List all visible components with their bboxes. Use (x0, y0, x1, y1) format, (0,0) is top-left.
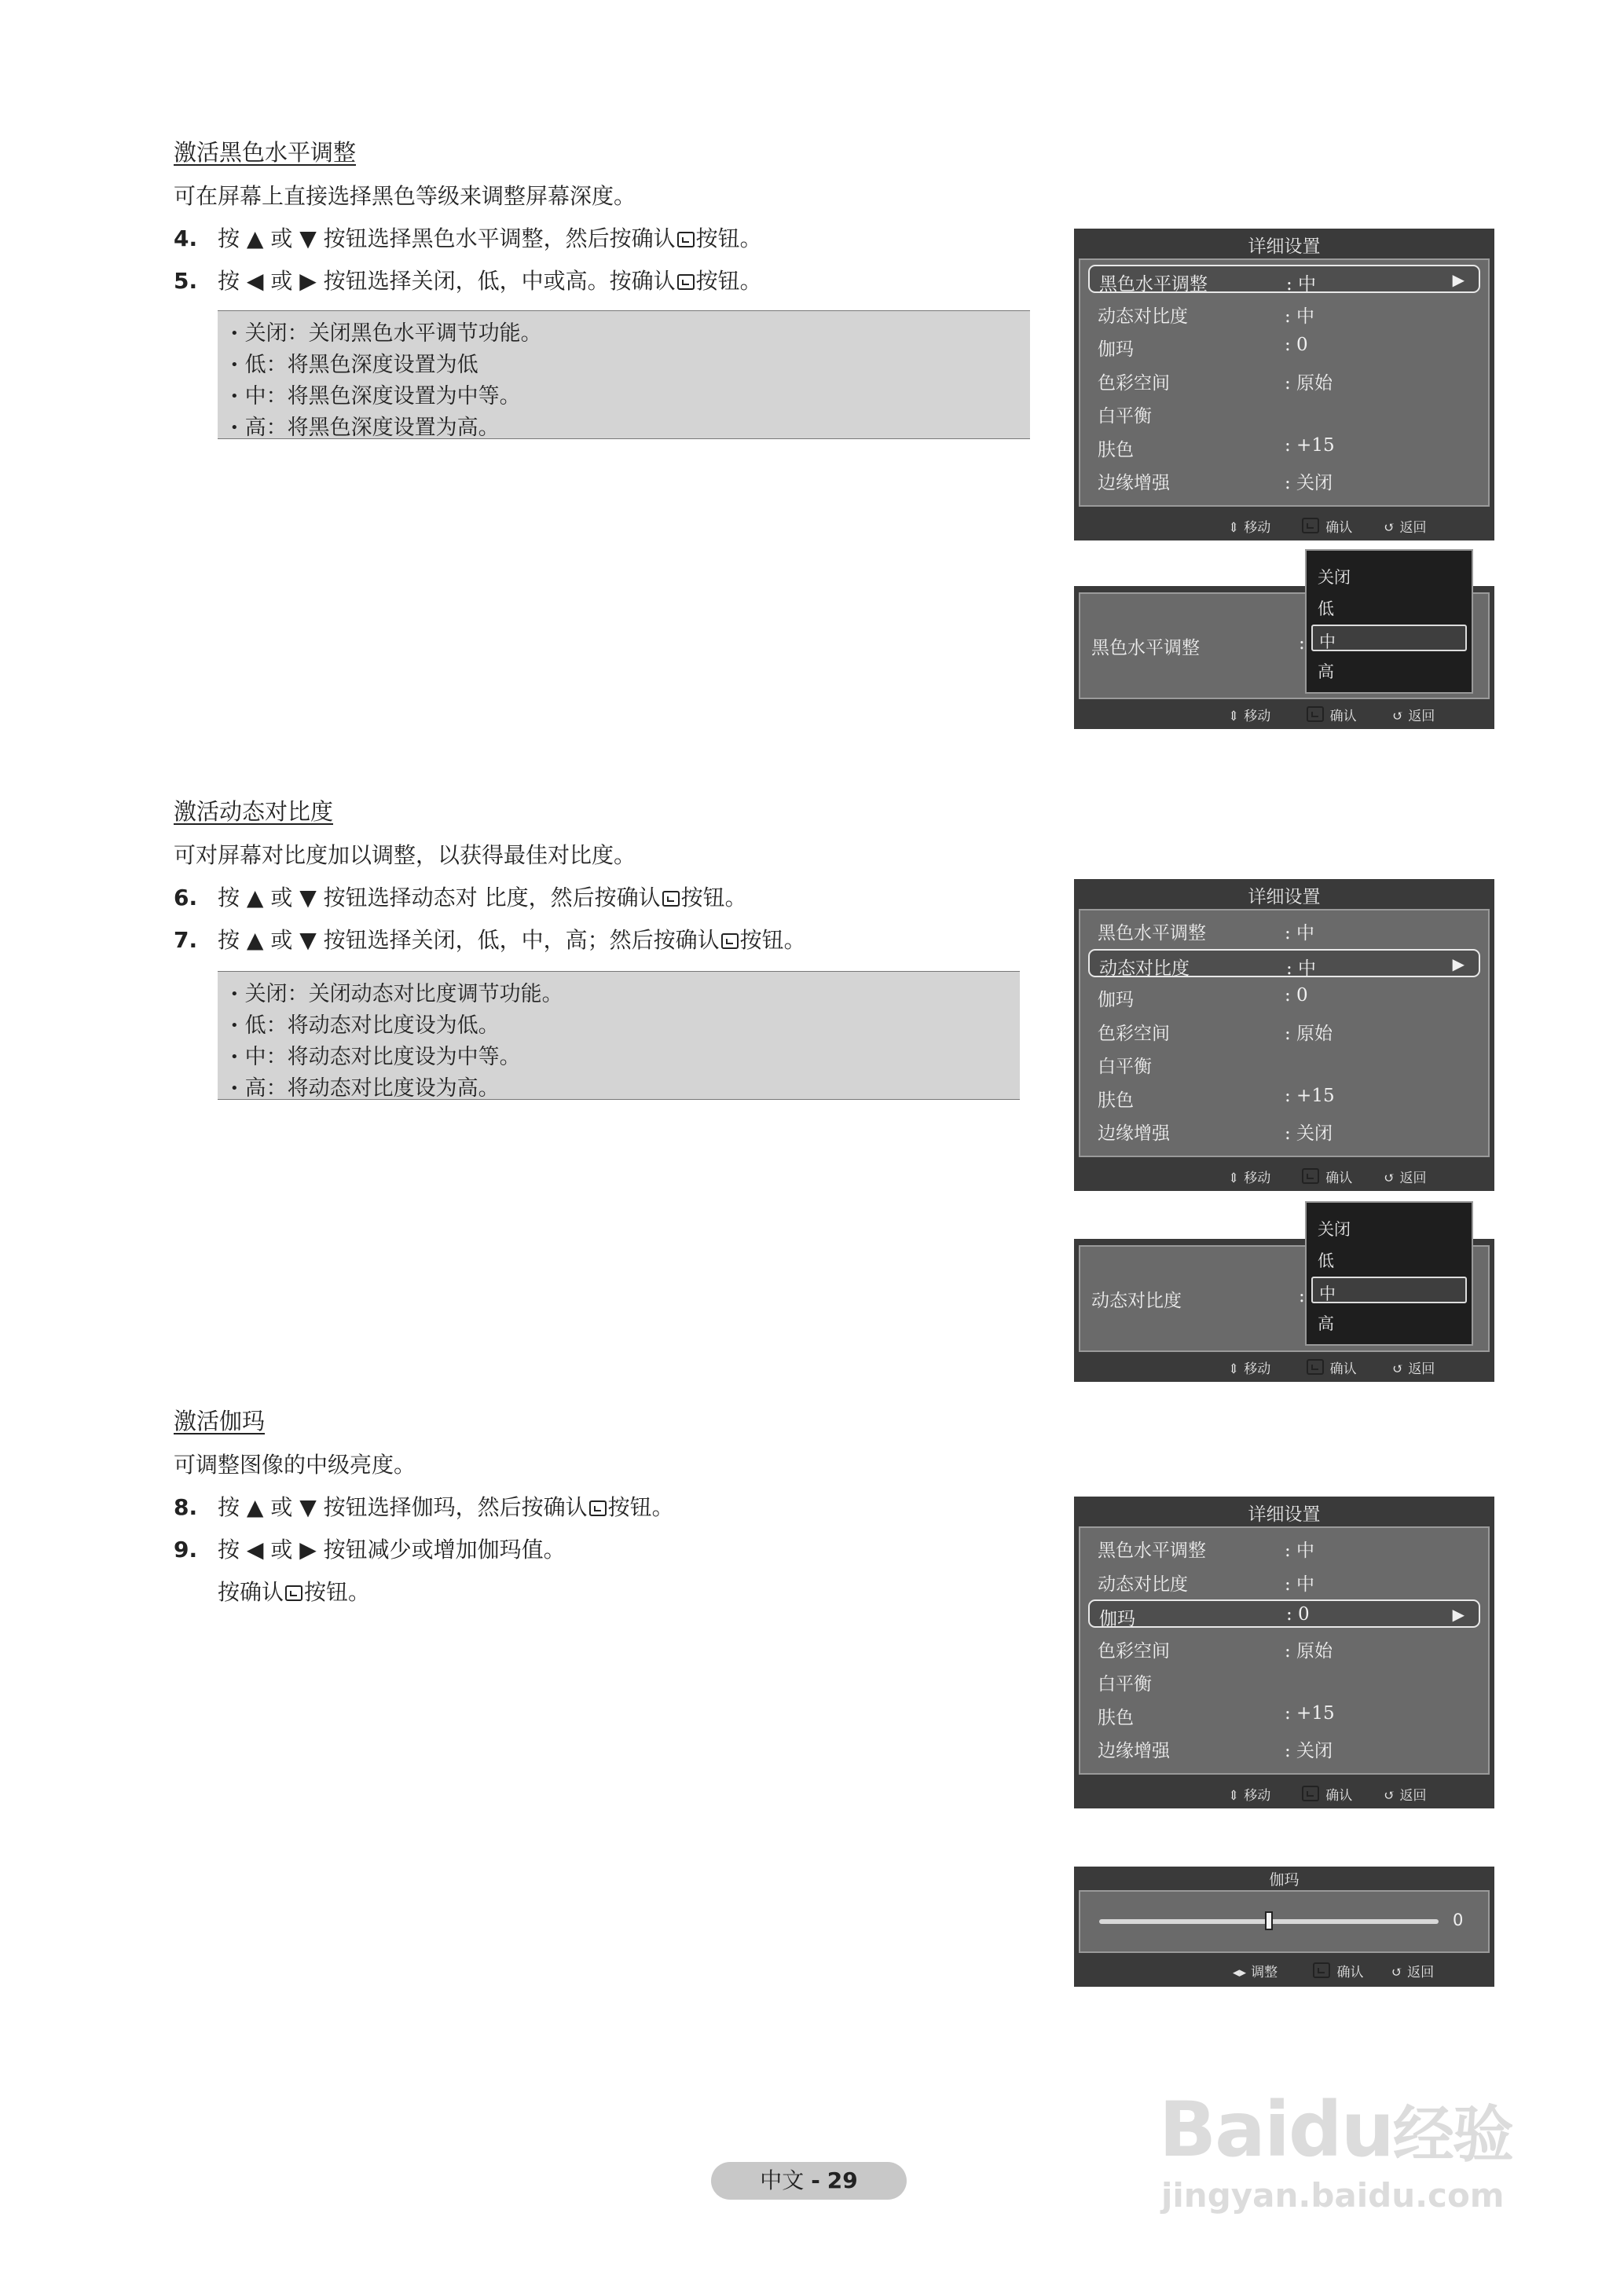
section-desc-black-level: 可在屏幕上直接选择黑色等级来调整屏幕深度。 (174, 183, 636, 209)
menu-item-value: : 中 (1285, 1541, 1315, 1561)
dropdown-option-high[interactable]: 高 (1318, 1314, 1334, 1333)
menu-item[interactable] (1088, 432, 1480, 460)
note-box-dynamic-contrast (218, 971, 1020, 1100)
menu-item-label: 黑色水平调整 (1098, 923, 1206, 943)
section-heading-dynamic-contrast: 激活动态对比度 (174, 798, 334, 825)
popup-colon: : (1299, 1286, 1305, 1306)
menu-item-value: : 中 (1285, 1574, 1315, 1595)
menu-item[interactable] (1088, 1116, 1480, 1144)
watermark-url: jingyan.baidu.com (1161, 2176, 1505, 2215)
panel-title: 详细设置 (1248, 887, 1321, 907)
detail-settings-panel (1074, 1497, 1494, 1808)
popup-footer (1223, 1358, 1435, 1377)
note-item: • 低：将黑色深度设置为低 (230, 350, 1017, 382)
step-text: 按 ▲ 或 ▼ 按钮选择黑色水平调整，然后按确认 (218, 225, 676, 251)
footer-move: 移动 (1244, 1171, 1271, 1186)
popup-colon: : (1299, 633, 1305, 654)
menu-item-value: : 中 (1285, 923, 1315, 943)
step-text-tail: 按钮。 (695, 268, 762, 294)
menu-item-label: 白平衡 (1098, 1057, 1152, 1077)
footer-enter: 确认 (1329, 709, 1357, 724)
return-icon: ↺ (1384, 1788, 1395, 1804)
footer-return: 返回 (1399, 520, 1427, 536)
move-icon: ⇕ (1228, 520, 1240, 536)
panel-title: 详细设置 (1248, 1504, 1321, 1525)
footer-enter: 确认 (1325, 1171, 1353, 1186)
black-level-dropdown[interactable] (1305, 549, 1473, 694)
note-item: • 高：将黑色深度设置为高。 (230, 413, 1017, 445)
watermark-logo (1159, 2086, 1512, 2174)
return-icon: ↺ (1392, 709, 1404, 724)
footer-return: 返回 (1408, 709, 1435, 724)
watermark-brand-c: 经验 (1392, 2100, 1512, 2171)
menu-item-label: 动态对比度 (1099, 958, 1190, 979)
step-number: 5. (174, 268, 198, 294)
menu-item-label: 伽玛 (1098, 990, 1134, 1010)
footer-enter: 确认 (1336, 1965, 1364, 1980)
menu-item-label: 黑色水平调整 (1099, 274, 1208, 295)
step-text-tail: 按钮。 (607, 1494, 674, 1520)
footer-adjust: 调整 (1251, 1965, 1278, 1980)
note-box-black-level (218, 310, 1030, 439)
step-number: 9. (174, 1537, 198, 1563)
return-icon: ↺ (1392, 1361, 1404, 1377)
step-text-tail: 按钮。 (739, 927, 806, 953)
menu-item-label: 黑色水平调整 (1098, 1541, 1206, 1561)
gamma-slider-thumb[interactable] (1265, 1911, 1273, 1930)
menu-item-label: 白平衡 (1098, 1674, 1152, 1695)
footer-return: 返回 (1399, 1788, 1427, 1804)
step-9-continuation (218, 1575, 370, 1607)
dropdown-option-low[interactable]: 低 (1318, 1251, 1334, 1270)
menu-item-label: 肤色 (1098, 1090, 1134, 1111)
menu-item[interactable] (1088, 465, 1480, 493)
return-icon: ↺ (1384, 520, 1395, 536)
menu-item[interactable] (1088, 1533, 1480, 1561)
gamma-value: 0 (1453, 1911, 1464, 1929)
footer-move: 移动 (1244, 1361, 1271, 1377)
gamma-inner (1079, 1890, 1490, 1953)
detail-settings-panel (1074, 879, 1494, 1191)
move-icon: ⇕ (1228, 1171, 1240, 1186)
menu-item[interactable] (1088, 1083, 1480, 1111)
menu-item-label: 肤色 (1098, 1707, 1134, 1728)
move-icon: ⇕ (1228, 709, 1240, 724)
menu-item-value: : 关闭 (1285, 1741, 1333, 1761)
move-icon: ⇕ (1228, 1361, 1240, 1377)
menu-item[interactable] (1088, 398, 1480, 427)
gamma-title: 伽玛 (1269, 1871, 1300, 1889)
section-desc-gamma: 可调整图像的中级亮度。 (174, 1452, 416, 1478)
menu-item[interactable] (1088, 1599, 1480, 1628)
panel-footer (1223, 516, 1427, 536)
enter-icon (1302, 1168, 1319, 1184)
menu-item-value: : +15 (1285, 1085, 1335, 1106)
step-number: 4. (174, 225, 198, 251)
dropdown-option-high[interactable]: 高 (1318, 662, 1334, 681)
menu-item[interactable] (1088, 332, 1480, 360)
enter-icon (1313, 1962, 1330, 1978)
note-item: • 中：将动态对比度设为中等。 (230, 1042, 1007, 1074)
menu-item-label: 肤色 (1098, 439, 1134, 460)
footer-return: 返回 (1407, 1965, 1435, 1980)
note-item: • 关闭：关闭黑色水平调节功能。 (230, 319, 1017, 350)
enter-icon (1307, 706, 1324, 722)
adjust-icon: ◂▸ (1233, 1965, 1247, 1980)
step-text-tail: 按钮。 (304, 1579, 371, 1605)
panel-inner (1079, 258, 1490, 507)
popup-label: 动态对比度 (1091, 1291, 1182, 1311)
menu-item-label: 伽玛 (1098, 339, 1134, 360)
dropdown-option-mid[interactable]: 中 (1311, 1277, 1467, 1303)
note-item: • 高：将动态对比度设为高。 (230, 1074, 1007, 1105)
menu-item-value: : 中 (1286, 958, 1317, 979)
section-heading-gamma: 激活伽玛 (174, 1408, 266, 1434)
dropdown-option-off[interactable]: 关闭 (1318, 1220, 1351, 1239)
step-number: 7. (174, 927, 198, 953)
menu-item-value: : 中 (1286, 274, 1317, 295)
dropdown-option-off[interactable]: 关闭 (1318, 568, 1351, 587)
footer-return: 返回 (1408, 1361, 1435, 1377)
page-sep: - (811, 2167, 820, 2193)
menu-item-label: 边缘增强 (1098, 1123, 1170, 1144)
footer-enter: 确认 (1329, 1361, 1357, 1377)
footer-move: 移动 (1244, 520, 1271, 536)
menu-item-value: : 原始 (1285, 372, 1333, 394)
menu-item-value: : +15 (1285, 434, 1335, 456)
enter-icon (1302, 518, 1319, 533)
enter-icon (677, 274, 695, 290)
menu-item-value: : 中 (1285, 306, 1315, 327)
menu-item-value: : 0 (1285, 335, 1308, 355)
menu-item-label: 白平衡 (1098, 406, 1152, 427)
panel-inner (1079, 909, 1490, 1157)
menu-item-value: : 原始 (1285, 1023, 1333, 1044)
dropdown-option-low[interactable]: 低 (1318, 599, 1334, 618)
step-7 (174, 923, 806, 954)
step-text: 按 ▲ 或 ▼ 按钮选择关闭，低，中，高；然后按确认 (218, 927, 720, 953)
step-text: 按 ◀ 或 ▶ 按钮选择关闭，低，中或高。按确认 (218, 268, 676, 294)
panel-title: 详细设置 (1248, 236, 1321, 257)
step-text: 按确认 (218, 1579, 284, 1605)
step-text: 按 ◀ 或 ▶ 按钮减少或增加伽玛值。 (218, 1537, 566, 1563)
footer-return: 返回 (1399, 1171, 1427, 1186)
detail-settings-panel (1074, 229, 1494, 540)
section-heading-black-level: 激活黑色水平调整 (174, 139, 357, 166)
page-number-pill (711, 2162, 907, 2200)
menu-item[interactable] (1088, 1666, 1480, 1695)
menu-item-label: 动态对比度 (1098, 306, 1188, 327)
menu-item[interactable] (1088, 949, 1480, 977)
enter-icon (1307, 1359, 1324, 1375)
note-item: • 关闭：关闭动态对比度调节功能。 (230, 980, 1007, 1011)
footer-enter: 确认 (1325, 1788, 1353, 1804)
step-5 (174, 264, 762, 295)
right-arrow-icon: ▶ (1452, 1605, 1465, 1624)
move-icon: ⇕ (1228, 1788, 1240, 1804)
menu-item[interactable] (1088, 1016, 1480, 1044)
menu-item-label: 边缘增强 (1098, 1741, 1170, 1761)
enter-icon (677, 232, 695, 247)
step-number: 8. (174, 1494, 198, 1520)
menu-item-value: : 关闭 (1285, 1123, 1333, 1144)
menu-item-label: 色彩空间 (1098, 372, 1170, 394)
step-text: 按 ▲ 或 ▼ 按钮选择伽玛，然后按确认 (218, 1494, 588, 1520)
dropdown-option-mid[interactable]: 中 (1311, 625, 1467, 651)
page-lang: 中文 (760, 2167, 805, 2193)
step-8 (174, 1490, 674, 1522)
menu-item[interactable] (1088, 299, 1480, 327)
footer-enter: 确认 (1325, 520, 1353, 536)
popup-footer (1223, 705, 1435, 724)
menu-item-value: : 关闭 (1285, 473, 1333, 493)
menu-item[interactable] (1088, 365, 1480, 394)
watermark-brand-a: Bai (1159, 2086, 1289, 2174)
panel-inner (1079, 1526, 1490, 1775)
note-item: • 低：将动态对比度设为低。 (230, 1011, 1007, 1042)
popup-label: 黑色水平调整 (1091, 638, 1200, 658)
enter-icon (662, 891, 680, 907)
dynamic-contrast-dropdown[interactable] (1305, 1201, 1473, 1346)
return-icon: ↺ (1391, 1965, 1403, 1980)
menu-item-value: : 0 (1285, 985, 1308, 1006)
menu-item[interactable] (1088, 1733, 1480, 1761)
right-arrow-icon: ▶ (1452, 270, 1465, 289)
panel-footer (1223, 1167, 1427, 1186)
footer-move: 移动 (1244, 709, 1271, 724)
step-text-tail: 按钮。 (695, 225, 762, 251)
menu-item-label: 动态对比度 (1098, 1574, 1188, 1595)
menu-item[interactable] (1088, 1049, 1480, 1077)
step-text: 按 ▲ 或 ▼ 按钮选择动态对 比度，然后按确认 (218, 885, 661, 911)
enter-icon (1302, 1786, 1319, 1801)
menu-item-value: : 0 (1286, 1604, 1310, 1625)
watermark-brand-b: du (1288, 2086, 1393, 2174)
menu-item-label: 边缘增强 (1098, 473, 1170, 493)
menu-item[interactable] (1088, 1633, 1480, 1662)
menu-item-value: : +15 (1285, 1702, 1335, 1724)
section-desc-dynamic-contrast: 可对屏幕对比度加以调整，以获得最佳对比度。 (174, 842, 636, 868)
enter-icon (589, 1500, 607, 1516)
page-number: 29 (827, 2167, 858, 2193)
menu-item[interactable] (1088, 915, 1480, 943)
step-9 (174, 1533, 566, 1564)
menu-item[interactable] (1088, 1566, 1480, 1595)
menu-item-value: : 原始 (1285, 1640, 1333, 1662)
right-arrow-icon: ▶ (1452, 954, 1465, 973)
menu-item[interactable] (1088, 982, 1480, 1010)
menu-item-label: 伽玛 (1099, 1609, 1135, 1629)
menu-item[interactable] (1088, 1700, 1480, 1728)
step-4 (174, 222, 762, 253)
footer-move: 移动 (1244, 1788, 1271, 1804)
menu-item-label: 色彩空间 (1098, 1640, 1170, 1662)
enter-icon (285, 1585, 302, 1601)
gamma-footer (1228, 1961, 1434, 1980)
step-number: 6. (174, 885, 198, 911)
step-text-tail: 按钮。 (680, 885, 747, 911)
enter-icon (721, 933, 739, 949)
menu-item-label: 色彩空间 (1098, 1023, 1170, 1044)
note-item: • 中：将黑色深度设置为中等。 (230, 382, 1017, 413)
panel-footer (1223, 1784, 1427, 1804)
menu-item[interactable] (1088, 265, 1480, 293)
return-icon: ↺ (1384, 1171, 1395, 1186)
step-6 (174, 881, 747, 912)
gamma-slider-panel (1074, 1867, 1494, 1987)
